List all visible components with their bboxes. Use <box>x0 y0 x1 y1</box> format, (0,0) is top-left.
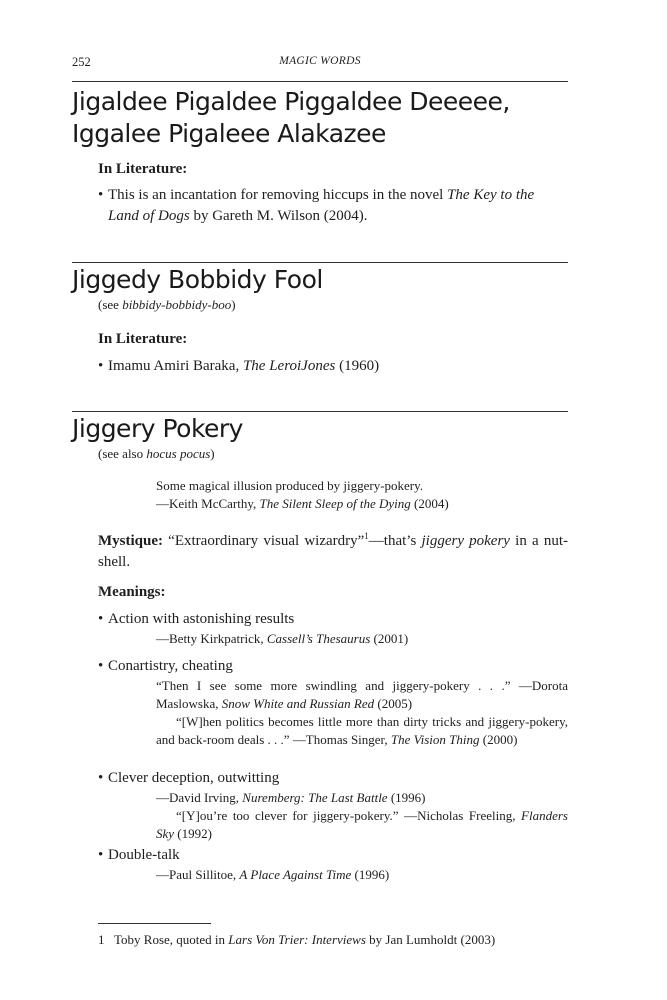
running-header <box>72 55 568 75</box>
epigraph-attribution: —Keith McCarthy, The Silent Sleep of the Dying (2004) <box>156 496 449 511</box>
entry-title-jigaldee <box>72 86 592 150</box>
meaning-item <box>98 656 568 677</box>
bullet-glyph: • <box>98 187 104 203</box>
see-reference: (see also hocus pocus) <box>98 446 215 461</box>
cross-reference-link: hocus pocus <box>146 446 211 461</box>
entry-title-line-1: Jigaldee Pigaldee Piggaldee Deeeee, <box>72 87 510 116</box>
entry1-body <box>98 159 568 227</box>
header-rule <box>72 81 568 82</box>
bullet-glyph: • <box>98 770 104 786</box>
meaning-item <box>98 768 568 789</box>
page-number: 252 <box>72 55 91 69</box>
section-heading: Meanings: <box>98 584 166 600</box>
section-heading: In Literature: <box>98 331 188 347</box>
entry-title-line-2: Iggalee Pigaleee Alakazee <box>72 119 386 148</box>
cross-reference-link: bibbidy-bobbidy-boo <box>122 297 232 312</box>
meaning-text: Action with astonishing results <box>108 611 295 627</box>
book-title: Lars Von Trier: Interviews <box>228 932 366 947</box>
footnote-marker: 1 <box>364 531 369 541</box>
meaning-item <box>98 609 568 630</box>
entry-title-jiggery-pokery: Jiggery Pokery <box>72 414 243 443</box>
meaning-citation: —David Irving, Nuremberg: The Last Battle (1996) <box>156 790 426 805</box>
list-item: • Imamu Amiri Baraka, The LeroiJones (1960) <box>98 356 568 377</box>
list-item: • This is an incantation for removing hiccups in the novel The Key to the Land of Dogs by Gareth M. Wilson (2004). <box>98 187 535 224</box>
meaning-text: Clever deception, outwitting <box>108 770 280 786</box>
meaning-text: Conartistry, cheating <box>108 658 233 674</box>
entry-rule <box>72 262 568 263</box>
meaning-citation: “[Y]ou’re too clever for jiggery-pokery.” —Nicholas Freeling, Flanders Sky (1992) <box>156 808 568 841</box>
bullet-glyph: • <box>98 658 104 674</box>
book-title: The LeroiJones <box>242 358 336 374</box>
see-reference: (see bibbidy-bobbidy-boo) <box>98 297 236 312</box>
epigraph-quote: Some magical illusion produced by jiggery-pokery. <box>156 478 424 493</box>
footnote-number: 1 <box>98 932 105 947</box>
epigraph <box>156 477 568 513</box>
bullet-glyph: • <box>98 611 104 627</box>
meaning-citation: “[W]hen politics becomes little more than dirty tricks and jiggery-pokery, and back-room deals . . .” —Thomas Singer, The Vision Thing (2000) <box>156 714 568 747</box>
book-title: The Key to the Land of Dogs <box>108 187 535 224</box>
bullet-glyph: • <box>98 847 104 863</box>
footnote: 1 Toby Rose, quoted in Lars Von Trier: Interviews by Jan Lumholdt (2003) <box>98 932 496 947</box>
meaning-text: Double-talk <box>108 847 180 863</box>
meanings-section <box>98 582 568 603</box>
meaning-citation: —Paul Sillitoe, A Place Against Time (1996) <box>156 867 390 882</box>
section-heading: In Literature: <box>98 161 188 177</box>
meaning-citation: —Betty Kirkpatrick, Cassell’s Thesaurus (2001) <box>156 631 409 646</box>
entry-rule <box>72 411 568 412</box>
entry2-body <box>98 329 568 377</box>
mystique-paragraph: Mystique: “Extraordinary visual wizardry”$^1$—that’s jiggery pokery in a nut-shell. <box>98 531 568 570</box>
footnote-rule <box>98 923 211 924</box>
meaning-citation: “Then I see some more swindling and jiggery-pokery . . .” —Dorota Maslowska, Snow White and Russian Red (2005) <box>156 678 568 711</box>
entry-title-jiggedy: Jiggedy Bobbidy Fool <box>72 265 323 294</box>
mystique-label: Mystique: <box>98 533 163 549</box>
meaning-item <box>98 845 568 866</box>
bullet-glyph: • <box>98 358 104 374</box>
running-head-title: MAGIC WORDS <box>279 55 361 67</box>
